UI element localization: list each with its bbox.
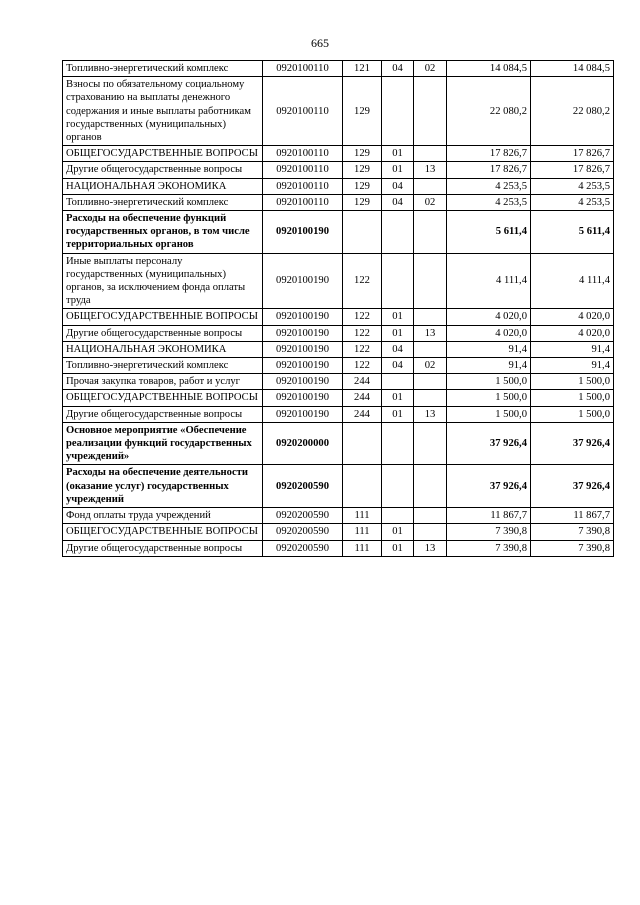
row-amount-cell: 11 867,7: [447, 508, 531, 524]
row-expense-type-cell: 244: [343, 390, 382, 406]
table-row: [63, 390, 614, 406]
row-name-cell: Прочая закупка товаров, работ и услуг: [63, 374, 263, 390]
row-amount-cell: 14 084,5: [531, 61, 614, 77]
row-name-cell: Основное мероприятие «Обеспечение реализации функций государственных учреждений»: [63, 422, 263, 465]
row-amount-cell: 5 611,4: [447, 211, 531, 254]
row-amount-cell: 1 500,0: [447, 406, 531, 422]
row-code-cell: 0920100190: [263, 390, 343, 406]
row-amount-cell: 37 926,4: [531, 422, 614, 465]
row-amount-cell: 4 020,0: [531, 325, 614, 341]
row-amount-cell: 1 500,0: [447, 374, 531, 390]
row-section-cell: 01: [382, 309, 414, 325]
row-subsection-cell: 13: [414, 325, 447, 341]
row-name-cell: Топливно-энергетический комплекс: [63, 194, 263, 210]
row-code-cell: 0920100190: [263, 253, 343, 309]
row-code-cell: 0920200000: [263, 422, 343, 465]
row-amount-cell: 17 826,7: [447, 146, 531, 162]
row-name-cell: ОБЩЕГОСУДАРСТВЕННЫЕ ВОПРОСЫ: [63, 390, 263, 406]
row-subsection-cell: [414, 211, 447, 254]
row-amount-cell: 37 926,4: [531, 465, 614, 508]
row-section-cell: 01: [382, 146, 414, 162]
row-amount-cell: 14 084,5: [447, 61, 531, 77]
row-section-cell: 01: [382, 524, 414, 540]
row-amount-cell: 91,4: [447, 358, 531, 374]
row-code-cell: 0920100190: [263, 325, 343, 341]
row-code-cell: 0920100190: [263, 211, 343, 254]
row-amount-cell: 4 111,4: [531, 253, 614, 309]
row-subsection-cell: [414, 422, 447, 465]
table-row: [63, 341, 614, 357]
row-section-cell: [382, 211, 414, 254]
row-amount-cell: 1 500,0: [447, 390, 531, 406]
row-section-cell: [382, 253, 414, 309]
row-expense-type-cell: 129: [343, 178, 382, 194]
table-row: [63, 309, 614, 325]
row-expense-type-cell: 129: [343, 77, 382, 146]
row-amount-cell: 5 611,4: [531, 211, 614, 254]
row-name-cell: НАЦИОНАЛЬНАЯ ЭКОНОМИКА: [63, 178, 263, 194]
row-amount-cell: 91,4: [447, 341, 531, 357]
row-amount-cell: 91,4: [531, 341, 614, 357]
table-row: [63, 406, 614, 422]
row-code-cell: 0920200590: [263, 540, 343, 556]
table-row: [63, 77, 614, 146]
row-code-cell: 0920100110: [263, 146, 343, 162]
row-name-cell: Другие общегосударственные вопросы: [63, 162, 263, 178]
row-section-cell: 04: [382, 358, 414, 374]
row-section-cell: 01: [382, 162, 414, 178]
row-subsection-cell: [414, 178, 447, 194]
row-code-cell: 0920100110: [263, 194, 343, 210]
row-section-cell: 01: [382, 325, 414, 341]
row-amount-cell: 1 500,0: [531, 374, 614, 390]
row-subsection-cell: 13: [414, 540, 447, 556]
row-amount-cell: 22 080,2: [447, 77, 531, 146]
row-amount-cell: 1 500,0: [531, 406, 614, 422]
row-code-cell: 0920100110: [263, 162, 343, 178]
row-amount-cell: 17 826,7: [531, 162, 614, 178]
row-expense-type-cell: 122: [343, 309, 382, 325]
table-row: [63, 422, 614, 465]
row-subsection-cell: [414, 524, 447, 540]
row-expense-type-cell: 129: [343, 146, 382, 162]
row-expense-type-cell: 122: [343, 253, 382, 309]
row-amount-cell: 11 867,7: [531, 508, 614, 524]
row-expense-type-cell: 111: [343, 524, 382, 540]
row-name-cell: Иные выплаты персоналу государственных (муниципальных) органов, за исключением фонда оплаты труда: [63, 253, 263, 309]
row-amount-cell: 4 253,5: [447, 178, 531, 194]
row-amount-cell: 22 080,2: [531, 77, 614, 146]
row-subsection-cell: [414, 309, 447, 325]
row-code-cell: 0920100110: [263, 178, 343, 194]
row-code-cell: 0920100190: [263, 406, 343, 422]
row-expense-type-cell: 244: [343, 374, 382, 390]
row-name-cell: Фонд оплаты труда учреждений: [63, 508, 263, 524]
row-subsection-cell: 02: [414, 61, 447, 77]
row-expense-type-cell: [343, 465, 382, 508]
row-subsection-cell: [414, 465, 447, 508]
row-subsection-cell: 13: [414, 162, 447, 178]
row-amount-cell: 37 926,4: [447, 465, 531, 508]
table-row: [63, 374, 614, 390]
row-code-cell: 0920100190: [263, 309, 343, 325]
row-name-cell: Расходы на обеспечение деятельности (оказание услуг) государственных учреждений: [63, 465, 263, 508]
row-expense-type-cell: [343, 422, 382, 465]
row-expense-type-cell: 122: [343, 325, 382, 341]
row-amount-cell: 4 111,4: [447, 253, 531, 309]
table-body: [63, 61, 614, 557]
row-subsection-cell: [414, 374, 447, 390]
row-expense-type-cell: 129: [343, 194, 382, 210]
row-amount-cell: 7 390,8: [531, 524, 614, 540]
row-amount-cell: 4 020,0: [447, 309, 531, 325]
row-section-cell: [382, 77, 414, 146]
row-name-cell: Взносы по обязательному социальному страхованию на выплаты денежного содержания и иные выплаты работникам государственных (муниципальных) органов: [63, 77, 263, 146]
row-section-cell: 01: [382, 406, 414, 422]
table-row: [63, 162, 614, 178]
row-name-cell: Другие общегосударственные вопросы: [63, 325, 263, 341]
row-name-cell: Другие общегосударственные вопросы: [63, 406, 263, 422]
table-row: [63, 524, 614, 540]
row-expense-type-cell: [343, 211, 382, 254]
row-name-cell: ОБЩЕГОСУДАРСТВЕННЫЕ ВОПРОСЫ: [63, 309, 263, 325]
row-amount-cell: 7 390,8: [447, 524, 531, 540]
row-code-cell: 0920200590: [263, 465, 343, 508]
table-row: [63, 465, 614, 508]
row-subsection-cell: 02: [414, 194, 447, 210]
page-number: 665: [311, 36, 329, 50]
row-amount-cell: 1 500,0: [531, 390, 614, 406]
row-code-cell: 0920100190: [263, 341, 343, 357]
row-amount-cell: 4 020,0: [531, 309, 614, 325]
row-name-cell: ОБЩЕГОСУДАРСТВЕННЫЕ ВОПРОСЫ: [63, 146, 263, 162]
row-subsection-cell: 02: [414, 358, 447, 374]
row-subsection-cell: [414, 146, 447, 162]
row-name-cell: Расходы на обеспечение функций государственных органов, в том числе территориальных органов: [63, 211, 263, 254]
row-section-cell: 04: [382, 178, 414, 194]
row-name-cell: ОБЩЕГОСУДАРСТВЕННЫЕ ВОПРОСЫ: [63, 524, 263, 540]
row-code-cell: 0920100190: [263, 374, 343, 390]
row-code-cell: 0920100110: [263, 61, 343, 77]
row-subsection-cell: [414, 77, 447, 146]
table-row: [63, 253, 614, 309]
row-section-cell: [382, 422, 414, 465]
table-row: [63, 178, 614, 194]
row-section-cell: 04: [382, 61, 414, 77]
row-subsection-cell: [414, 390, 447, 406]
table-row: [63, 61, 614, 77]
row-amount-cell: 4 020,0: [447, 325, 531, 341]
row-name-cell: НАЦИОНАЛЬНАЯ ЭКОНОМИКА: [63, 341, 263, 357]
row-amount-cell: 17 826,7: [447, 162, 531, 178]
row-amount-cell: 7 390,8: [531, 540, 614, 556]
table-row: [63, 540, 614, 556]
row-code-cell: 0920200590: [263, 524, 343, 540]
row-amount-cell: 91,4: [531, 358, 614, 374]
row-section-cell: 04: [382, 194, 414, 210]
row-expense-type-cell: 122: [343, 358, 382, 374]
table-row: [63, 358, 614, 374]
row-amount-cell: 4 253,5: [531, 178, 614, 194]
table-row: [63, 211, 614, 254]
row-code-cell: 0920200590: [263, 508, 343, 524]
row-expense-type-cell: 111: [343, 540, 382, 556]
row-expense-type-cell: 111: [343, 508, 382, 524]
table-row: [63, 146, 614, 162]
row-subsection-cell: [414, 341, 447, 357]
row-section-cell: 04: [382, 341, 414, 357]
budget-table: [62, 60, 614, 557]
row-amount-cell: 17 826,7: [531, 146, 614, 162]
row-subsection-cell: [414, 253, 447, 309]
row-amount-cell: 4 253,5: [447, 194, 531, 210]
row-expense-type-cell: 129: [343, 162, 382, 178]
row-section-cell: [382, 465, 414, 508]
row-section-cell: 01: [382, 540, 414, 556]
row-name-cell: Другие общегосударственные вопросы: [63, 540, 263, 556]
row-amount-cell: 7 390,8: [447, 540, 531, 556]
row-code-cell: 0920100190: [263, 358, 343, 374]
row-expense-type-cell: 122: [343, 341, 382, 357]
row-expense-type-cell: 244: [343, 406, 382, 422]
table-row: [63, 194, 614, 210]
row-section-cell: 01: [382, 390, 414, 406]
table-row: [63, 508, 614, 524]
row-section-cell: [382, 374, 414, 390]
row-amount-cell: 4 253,5: [531, 194, 614, 210]
row-code-cell: 0920100110: [263, 77, 343, 146]
row-subsection-cell: 13: [414, 406, 447, 422]
table-row: [63, 325, 614, 341]
row-subsection-cell: [414, 508, 447, 524]
row-expense-type-cell: 121: [343, 61, 382, 77]
row-section-cell: [382, 508, 414, 524]
row-amount-cell: 37 926,4: [447, 422, 531, 465]
row-name-cell: Топливно-энергетический комплекс: [63, 358, 263, 374]
row-name-cell: Топливно-энергетический комплекс: [63, 61, 263, 77]
